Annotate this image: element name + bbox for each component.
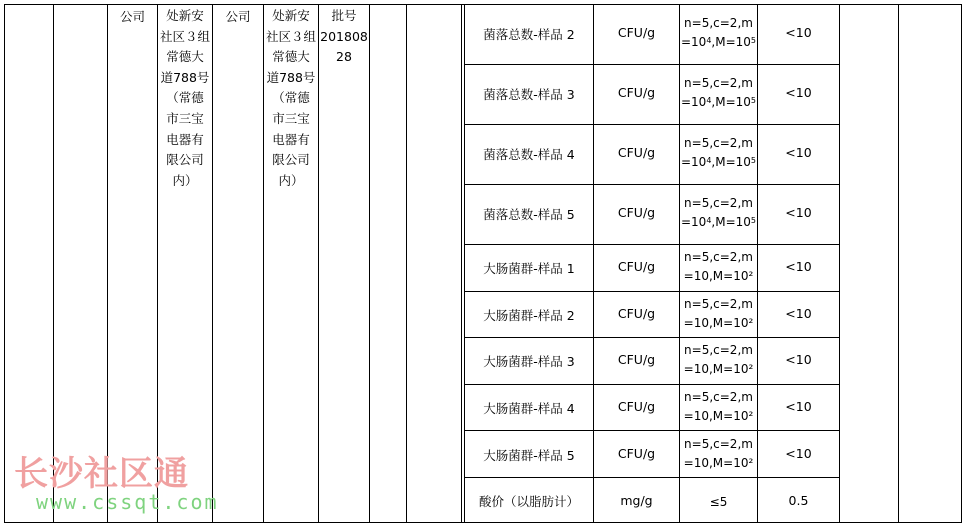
address-line: （常德 (166, 90, 204, 106)
item-name: 大肠菌群-样品 5 (483, 448, 575, 463)
standard-line: $=10^4,M=10^5$ (680, 35, 756, 49)
unit-cell: CFU/g (617, 205, 656, 220)
unit-cell: CFU/g (617, 259, 656, 274)
standard-line: =10,M=10² (683, 409, 754, 423)
address-line: 道788号 (266, 69, 316, 85)
row-divider (464, 124, 840, 125)
standard-line: n=5,c=2,m (684, 343, 753, 357)
result-cell: <10 (785, 259, 812, 274)
address-line: （常德 (272, 90, 310, 106)
watermark-url: www.cssqt.com (36, 490, 219, 514)
standard-line: n=5,c=2,m (684, 437, 753, 451)
standard-line: =10,M=10² (683, 269, 754, 283)
standard-line: n=5,c=2,m (684, 76, 753, 90)
grid-line (898, 4, 899, 523)
standard-line: $=10^4,M=10^5$ (680, 155, 756, 169)
row-divider (464, 430, 840, 431)
standard-cell (680, 134, 757, 172)
row-divider (464, 184, 840, 185)
address-line: 常德大 (272, 49, 310, 65)
address-line: 处新安 (272, 8, 310, 23)
batch-cell (319, 6, 369, 68)
standard-line: n=5,c=2,m (684, 390, 753, 404)
site-watermark (6, 446, 219, 516)
result-cell: <10 (785, 85, 812, 100)
grid-line (461, 4, 462, 523)
result-cell: <10 (785, 352, 812, 367)
address-line: 市三宝 (272, 110, 310, 126)
address-line: 社区３组 (265, 28, 316, 44)
grid-line (406, 4, 407, 523)
address-line: 处新安 (166, 8, 204, 23)
standard-cell: ≤5 (709, 495, 728, 509)
row-divider (464, 64, 840, 65)
row-divider (464, 477, 840, 478)
grid-line (369, 4, 370, 523)
address-line: 社区３组 (159, 28, 210, 44)
row-divider (464, 337, 840, 338)
standard-line: n=5,c=2,m (684, 297, 753, 311)
table-border-top (4, 4, 962, 5)
standard-line: $=10^4,M=10^5$ (680, 95, 756, 109)
standard-cell (680, 74, 757, 112)
standard-cell (680, 341, 757, 379)
address-line: 内） (278, 172, 304, 188)
item-name: 菌落总数-样品 2 (483, 27, 575, 42)
unit-cell: CFU/g (617, 85, 656, 100)
address-line: 道788号 (160, 69, 210, 85)
unit-cell: CFU/g (617, 352, 656, 367)
result-cell: <10 (785, 205, 812, 220)
item-name: 菌落总数-样品 3 (483, 87, 575, 102)
standard-cell (680, 248, 757, 286)
result-cell: <10 (785, 306, 812, 321)
address-line: 限公司 (272, 152, 310, 168)
item-name: 菌落总数-样品 4 (483, 147, 575, 162)
standard-cell (680, 14, 757, 52)
row-divider (464, 244, 840, 245)
standard-cell (680, 388, 757, 426)
address-line: 限公司 (166, 152, 204, 168)
item-name: 大肠菌群-样品 1 (483, 261, 575, 276)
standard-line: =10,M=10² (683, 362, 754, 376)
grid-line (839, 4, 840, 523)
address-line: 市三宝 (166, 110, 204, 126)
unit-cell: CFU/g (617, 399, 656, 414)
unit-cell: mg/g (620, 493, 653, 508)
row-divider (464, 291, 840, 292)
batch-line: 批号 (331, 8, 357, 23)
item-name: 酸价（以脂肪计） (478, 494, 579, 509)
address-cell (158, 6, 212, 191)
company-cell: 公司 (225, 9, 251, 24)
unit-cell: CFU/g (617, 145, 656, 160)
standard-line: n=5,c=2,m (684, 136, 753, 150)
row-divider (464, 384, 840, 385)
address-line: 电器有 (166, 131, 204, 147)
item-name: 大肠菌群-样品 3 (483, 354, 575, 369)
standard-line: =10,M=10² (683, 456, 754, 470)
watermark-title: 长沙社区通 (14, 454, 189, 494)
grid-line (318, 4, 319, 523)
result-cell: 0.5 (788, 493, 809, 508)
standard-cell (680, 435, 757, 473)
unit-cell: CFU/g (617, 446, 656, 461)
grid-line (4, 4, 5, 523)
standard-cell (680, 295, 757, 333)
standard-line: n=5,c=2,m (684, 250, 753, 264)
address-line: 常德大 (166, 49, 204, 65)
company-cell: 公司 (119, 9, 145, 24)
unit-cell: CFU/g (617, 306, 656, 321)
unit-cell: CFU/g (617, 25, 656, 40)
address-line: 内） (172, 172, 198, 188)
result-cell: <10 (785, 25, 812, 40)
standard-line: =10,M=10² (683, 316, 754, 330)
address-line: 电器有 (272, 131, 310, 147)
item-name: 大肠菌群-样品 4 (483, 401, 575, 416)
batch-line: 28 (336, 49, 352, 65)
standard-cell (680, 194, 757, 232)
result-cell: <10 (785, 399, 812, 414)
item-name: 菌落总数-样品 5 (483, 207, 575, 222)
item-name: 大肠菌群-样品 2 (483, 308, 575, 323)
standard-line: n=5,c=2,m (684, 196, 753, 210)
address-cell (264, 6, 318, 191)
grid-line (961, 4, 962, 523)
result-cell: <10 (785, 145, 812, 160)
batch-line: 201808 (320, 28, 368, 44)
result-cell: <10 (785, 446, 812, 461)
standard-line: n=5,c=2,m (684, 16, 753, 30)
standard-line: $=10^4,M=10^5$ (680, 215, 756, 229)
table-border-bottom (4, 522, 962, 523)
